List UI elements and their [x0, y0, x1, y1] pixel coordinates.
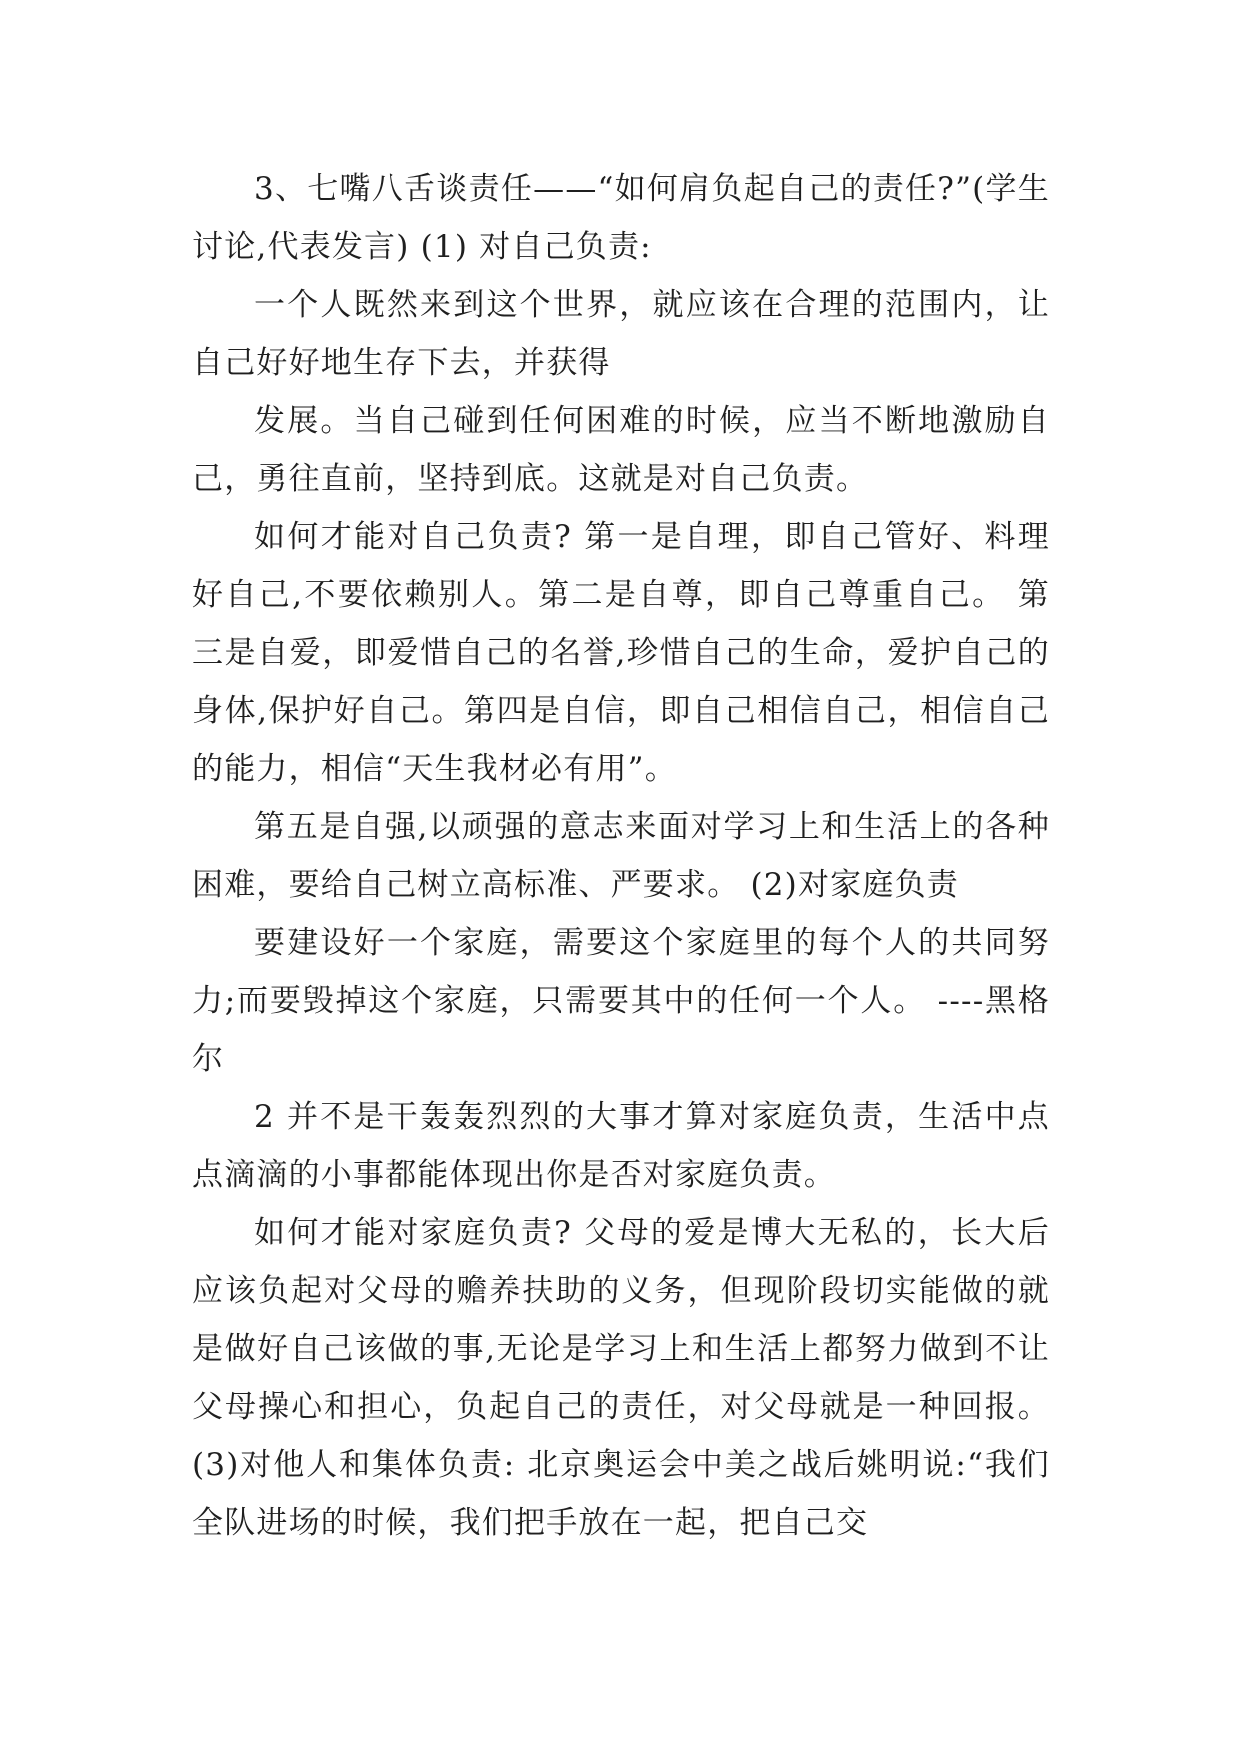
paragraph-self-strength: 第五是自强,以顽强的意志来面对学习上和生活上的各种困难，要给自己树立高标准、严要求。 (2)对家庭负责	[192, 809, 1050, 903]
paragraph-hegel-quote: 要建设好一个家庭，需要这个家庭里的每个人的共同努力;而要毁掉这个家庭，只需要其中的任何一个人。 ----黑格尔	[192, 925, 1050, 1077]
paragraph-self-development: 发展。当自己碰到任何困难的时候，应当不断地激励自己，勇往直前，坚持到底。这就是对自己负责。	[192, 403, 1050, 497]
paragraph-how-self-responsible: 如何才能对自己负责? 第一是自理，即自己管好、料理好自己,不要依赖别人。第二是自尊，即自己尊重自己。 第三是自爱，即爱惜自己的名誉,珍惜自己的生命，爱护自己的身体,保护好自己。第四是自信，即自己相信自己，相信自己的能力，相信“天生我材必有用”。	[192, 519, 1050, 787]
paragraph-self-survival: 一个人既然来到这个世界，就应该在合理的范围内，让自己好好地生存下去，并获得	[192, 287, 1050, 381]
paragraph-family-small-things: 2 并不是干轰轰烈烈的大事才算对家庭负责，生活中点点滴滴的小事都能体现出你是否对家庭负责。	[192, 1099, 1050, 1193]
paragraph-how-family-responsible: 如何才能对家庭负责? 父母的爱是博大无私的，长大后应该负起对父母的赡养扶助的义务，但现阶段切实能做的就是做好自己该做的事,无论是学习上和生活上都努力做到不让父母操心和担心，负起自己的责任，对父母就是一种回报。 (3)对他人和集体负责: 北京奥运会中美之战后姚明说:“我们全队进场的时候，我们把手放在一起，把自己交	[192, 1215, 1050, 1541]
paragraph-discussion-intro: 3、七嘴八舌谈责任——“如何肩负起自己的责任?”(学生讨论,代表发言) (1) 对自己负责:	[192, 171, 1050, 265]
document-body	[192, 160, 1050, 1552]
